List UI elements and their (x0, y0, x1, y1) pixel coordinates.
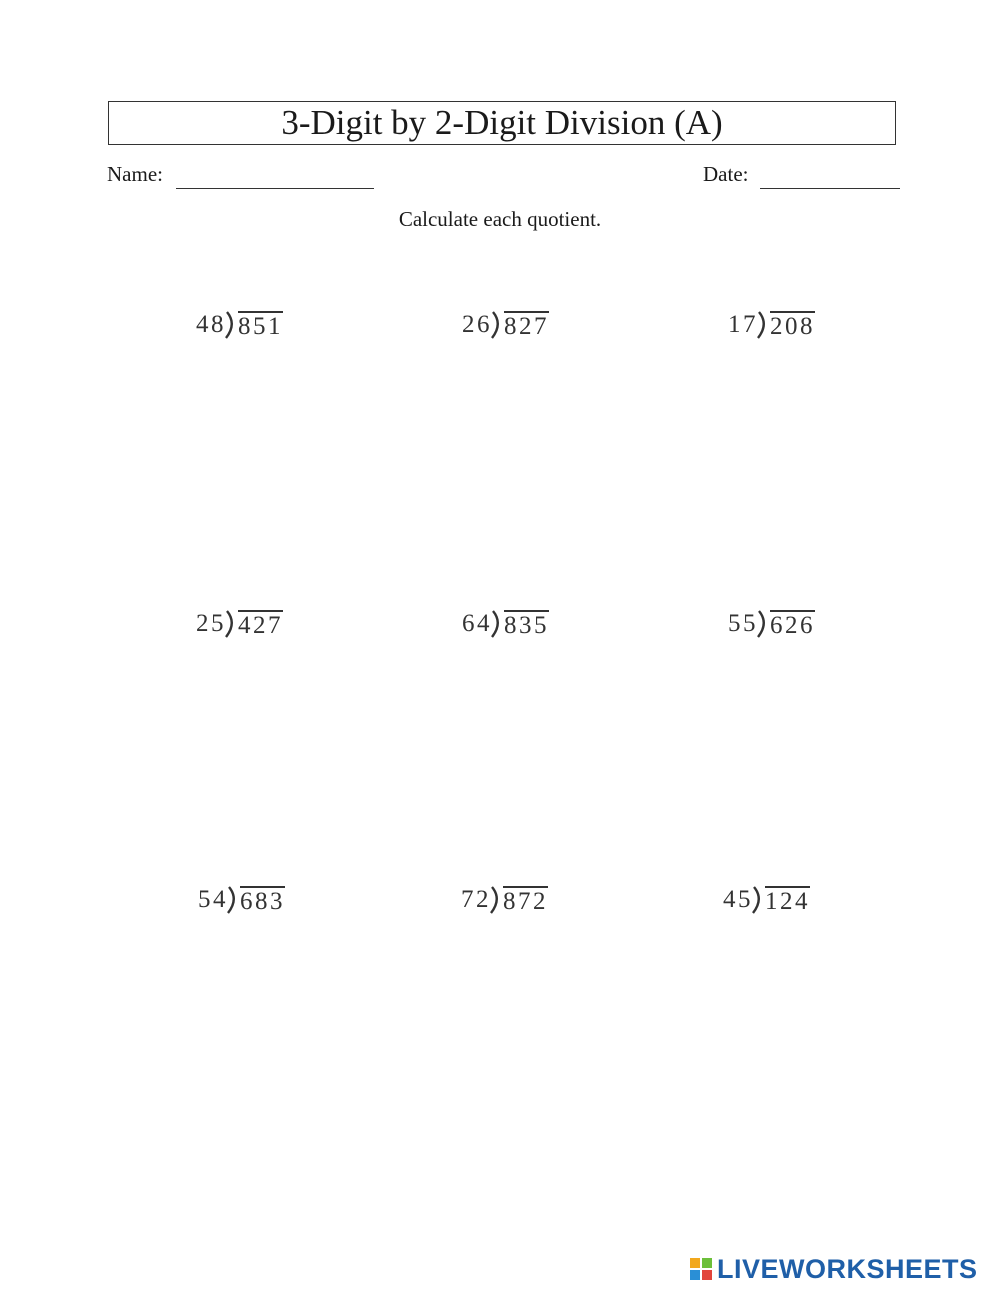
division-problem[interactable] (160, 880, 320, 924)
divisor: 45 (723, 886, 753, 913)
divisor: 48 (196, 311, 226, 338)
division-problem[interactable] (690, 604, 850, 648)
divisor: 54 (198, 886, 228, 913)
division-problem[interactable] (424, 305, 584, 349)
instructions: Calculate each quotient. (398, 207, 602, 231)
divisor: 26 (462, 311, 492, 338)
long-division-bracket-icon (226, 880, 240, 914)
divisor: 72 (461, 886, 491, 913)
logo-text: LIVEWORKSHEETS (717, 1253, 978, 1284)
division-problem[interactable] (685, 880, 845, 924)
long-division-bracket-icon (224, 604, 238, 638)
date-label: Date: (703, 162, 749, 186)
divisor: 55 (728, 610, 758, 637)
long-division-bracket-icon (490, 604, 504, 638)
divisor: 17 (728, 311, 758, 338)
liveworksheets-logo-icon (690, 1258, 712, 1280)
division-problem[interactable] (158, 604, 318, 648)
dividend: 124 (765, 888, 810, 915)
name-label: Name: (107, 162, 163, 186)
division-problem[interactable] (158, 305, 318, 349)
date-blank-line[interactable] (760, 188, 900, 189)
worksheet-title: 3-Digit by 2-Digit Division (A) (108, 101, 896, 145)
long-division-bracket-icon (490, 305, 504, 339)
dividend: 835 (504, 612, 549, 639)
name-blank-line[interactable] (176, 188, 374, 189)
dividend: 683 (240, 888, 285, 915)
long-division-bracket-icon (489, 880, 503, 914)
division-problem[interactable] (424, 604, 584, 648)
long-division-bracket-icon (224, 305, 238, 339)
divisor: 25 (196, 610, 226, 637)
dividend: 427 (238, 612, 283, 639)
division-problem[interactable] (690, 305, 850, 349)
long-division-bracket-icon (756, 305, 770, 339)
divisor: 64 (462, 610, 492, 637)
dividend: 208 (770, 313, 815, 340)
long-division-bracket-icon (751, 880, 765, 914)
long-division-bracket-icon (756, 604, 770, 638)
dividend: 851 (238, 313, 283, 340)
dividend: 626 (770, 612, 815, 639)
liveworksheets-logo[interactable] (690, 1254, 978, 1284)
division-problem[interactable] (423, 880, 583, 924)
dividend: 827 (504, 313, 549, 340)
dividend: 872 (503, 888, 548, 915)
